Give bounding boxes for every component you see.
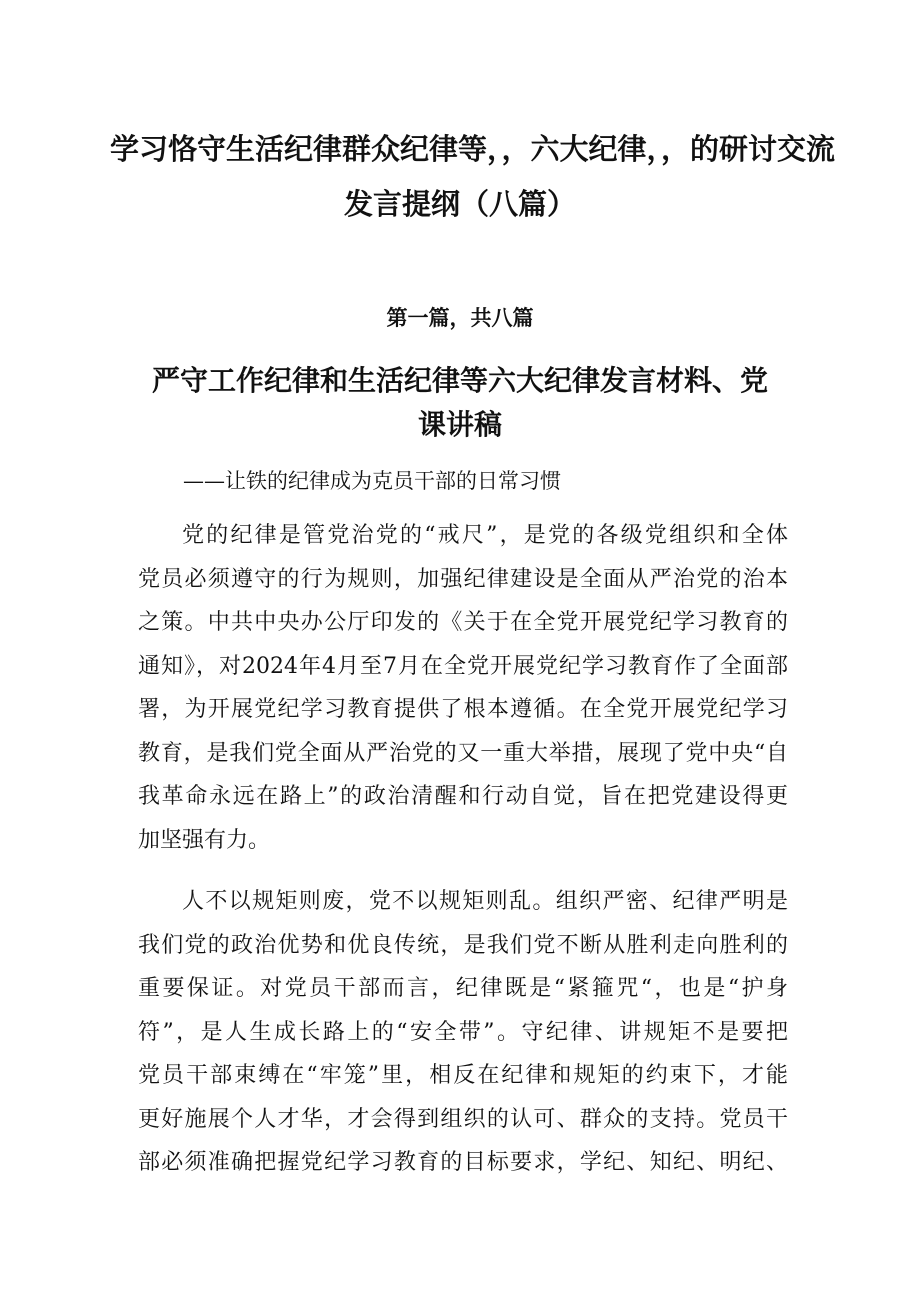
paragraph-line: 之策。中共中央办公厅印发的《关于在全党开展党纪学习教育的 [138, 610, 788, 635]
section-title-line-1: 严守工作纪律和生活纪律等六大纪律发言材料、党 [151, 364, 768, 397]
paragraph-line: 人不以规矩则废，党不以规矩则乱。组织严密、纪律严明是 [182, 889, 788, 914]
paragraph-line: 党的纪律是管党治党的“戒尺”，是党的各级党组织和全体 [182, 523, 788, 548]
paragraph-line: 党员干部束缚在“牢笼”里，相反在纪律和规矩的约束下，才能 [138, 1063, 788, 1088]
section-title-line-2: 课讲稿 [417, 408, 502, 441]
paragraph-line: 教育，是我们党全面从严治党的又一重大举措，展现了党中央“自 [138, 740, 788, 766]
paragraph-line: 重要保证。对党员干部而言，纪律既是“紧箍咒“，也是“护身 [138, 976, 788, 1001]
document-title-line-1: 学习恪守生活纪律群众纪律等，，六大纪律，，的研讨交流 [110, 132, 836, 166]
paragraph-line: 党员必须遵守的行为规则，加强纪律建设是全面从严治党的治本 [138, 566, 788, 592]
paragraph-line: 我们党的政治优势和优良传统，是我们党不断从胜利走向胜利的 [138, 932, 788, 958]
paragraph-line: 更好施展个人才华，才会得到组织的认可、群众的支持。党员干 [138, 1106, 788, 1132]
body-paragraph-1 [138, 514, 788, 862]
paragraph-line: 署，为开展党纪学习教育提供了根本遵循。在全党开展党纪学习 [138, 697, 788, 722]
paragraph-line: 加坚强有力。 [138, 827, 271, 853]
section-subtitle: ——让铁的纪律成为克员干部的日常习惯 [183, 469, 561, 493]
paragraph-line: 我革命永远在路上”的政治清醒和行动自觉，旨在把党建设得更 [138, 784, 788, 809]
paragraph-line: 通知》，对2024年4月至7月在全党开展党纪学习教育作了全面部 [138, 653, 788, 679]
part-label: 第一篇，共八篇 [386, 306, 534, 330]
body-paragraph-2 [138, 880, 788, 1185]
paragraph-line: 符”，是人生成长路上的“安全带”。守纪律、讲规矩不是要把 [138, 1019, 788, 1045]
document-title-line-2: 发言提纲（八篇） [343, 187, 576, 221]
paragraph-line: 部必须准确把握党纪学习教育的目标要求，学纪、知纪、明纪、 [138, 1150, 788, 1175]
